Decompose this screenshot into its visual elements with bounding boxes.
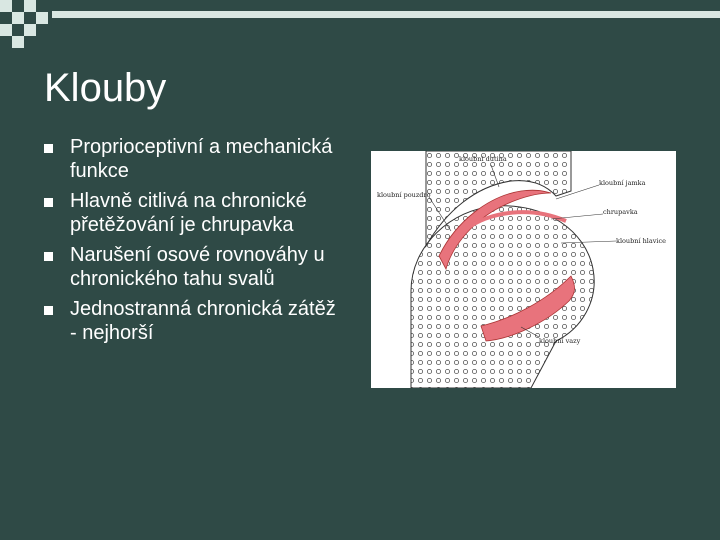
bullet-item	[44, 297, 344, 345]
bullet-item	[44, 243, 344, 291]
label-socket: kloubní jamka	[599, 179, 646, 187]
corner-decoration-square	[0, 0, 12, 12]
bullet-text: Hlavně citlivá na chronické přetěžování je chrupavka	[70, 190, 307, 236]
joint-diagram	[371, 151, 676, 388]
bullet-square-icon	[44, 252, 53, 261]
bullet-square-icon	[44, 144, 53, 153]
top-decoration-bar	[52, 11, 720, 18]
bullet-text: Jednostranná chronická zátěž - nejhorší	[70, 298, 336, 344]
slide-title: Klouby	[44, 66, 167, 110]
bullet-square-icon	[44, 306, 53, 315]
bullet-item	[44, 189, 344, 237]
corner-decoration-square	[36, 12, 48, 24]
corner-decoration-square	[0, 24, 12, 36]
corner-decoration-square	[24, 24, 36, 36]
joint-diagram-illustration	[371, 151, 676, 388]
corner-decoration-square	[24, 0, 36, 12]
bullet-item	[44, 135, 344, 183]
corner-decoration-square	[12, 36, 24, 48]
bullet-text: Proprioceptivní a mechanická funkce	[70, 136, 333, 182]
bullet-square-icon	[44, 198, 53, 207]
label-ligaments: kloubní vazy	[539, 337, 581, 345]
bullet-text: Narušení osové rovnováhy u chronického tahu svalů	[70, 244, 325, 290]
corner-decoration-square	[12, 12, 24, 24]
label-capsule: kloubní dutina	[459, 155, 507, 163]
bullet-list	[44, 135, 344, 351]
label-head: kloubní hlavice	[616, 237, 666, 245]
label-cartilage: chrupavka	[603, 208, 638, 216]
label-space: kloubní pouzdro	[377, 191, 431, 199]
